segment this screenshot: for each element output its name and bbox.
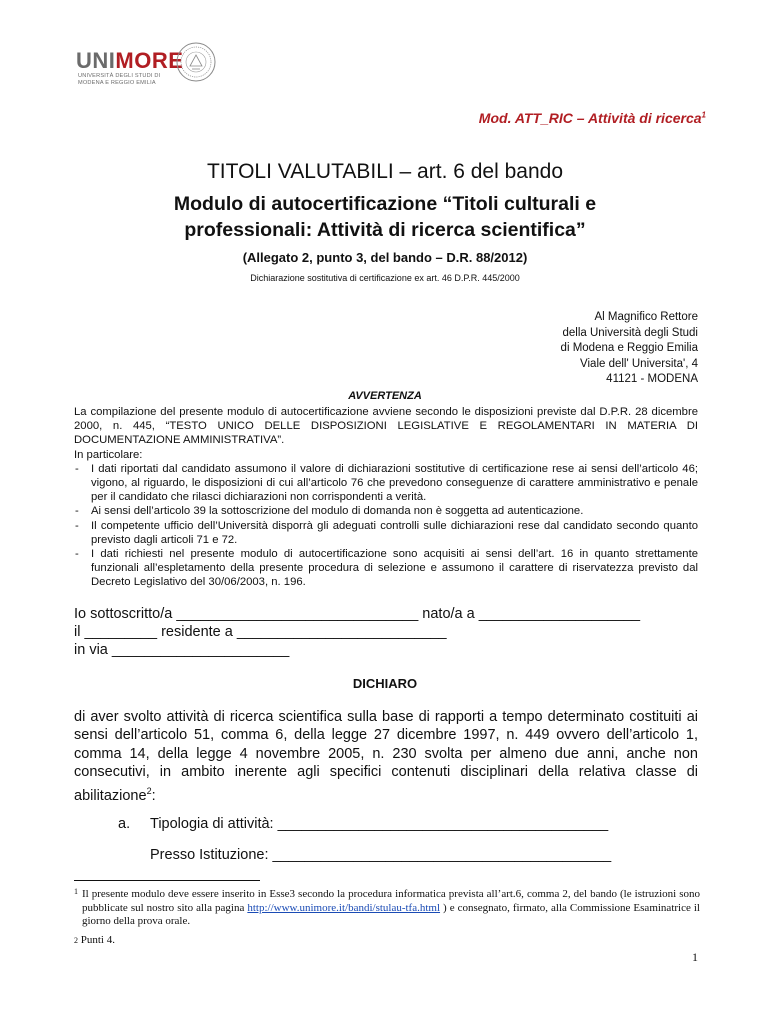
list-item: - Ai sensi dell’articolo 39 la sottoscrizione del modulo di domanda non è soggetta ad autenticazione.: [74, 504, 698, 518]
legal-reference: Dichiarazione sostitutiva di certificazione ex art. 46 D.P.R. 445/2000: [250, 273, 520, 283]
address-line[interactable]: in via ______________________: [74, 642, 290, 658]
warning-block: [74, 405, 698, 590]
logo-subtitle-1: UNIVERSITÀ DEGLI STUDI DI: [78, 73, 161, 79]
list-item: - I dati richiesti nel presente modulo di autocertificazione sono acquisiti ai sensi dell’art. 16 in quanto strettamente funzionali all’espletamento della presente procedura di selezione e assumono il carattere di riservatezza previsto dal Decreto Legislativo del 30/06/2003, n. 196.: [74, 547, 698, 590]
logo-subtitle-2: MODENA E REGGIO EMILIA: [78, 80, 156, 86]
warning-title: AVVERTENZA: [348, 390, 422, 402]
page-title: TITOLI VALUTABILI – art. 6 del bando: [206, 160, 563, 183]
declare-heading: DICHIARO: [352, 676, 418, 691]
form-title: Modulo di autocertificazione “Titoli culturali e professionali: Attività di ricerca scientifica”: [173, 193, 597, 241]
residence-line[interactable]: il _________ residente a __________________________: [74, 624, 447, 640]
footnote-2: $^2$ Punti 4.: [74, 934, 115, 946]
page-number: 1: [692, 950, 698, 964]
form-subtitle: (Allegato 2, punto 3, del bando – D.R. 88/2012): [242, 250, 528, 265]
module-reference: Mod. ATT_RIC – Attività di ricerca$^1$: [478, 110, 706, 126]
footnote-link[interactable]: http://www.unimore.it/bandi/stulau-tfa.html: [247, 901, 441, 914]
university-seal-icon: [176, 42, 216, 82]
unimore-logo: UNIMORE: [76, 48, 184, 73]
activity-type-field[interactable]: a. Tipologia di attività: _________________________________________: [118, 816, 609, 832]
footnote-divider: [74, 880, 260, 881]
list-item: - I dati riportati dal candidato assumono il valore di dichiarazioni sostitutive di certificazione rese ai sensi dell’articolo 46; vigono, al riguardo, le disposizioni di cui all’articolo 76 che prevedono conseguenze di carattere amministrativo e penale per il candidato che rilasci dichiarazioni non corrispondenti a verità.: [74, 462, 698, 505]
addressee-block: Al Magnifico Rettore della Università degli Studi di Modena e Reggio Emilia Viale dell' Universita', 4 41121 - MODENA: [560, 311, 698, 385]
warning-lead: In particolare:: [74, 448, 143, 461]
declaration-text: di aver svolto attività di ricerca scientifica sulla base di rapporti a tempo determinato costituiti ai sensi dell’articolo 51, comma 6, della legge 27 dicembre 1997, n. 449 ovvero dell’articolo 1, comma 14, della legge 4 novembre 2005, n. 230 svolta per almeno due anni, anche non consecutivi, in ambito inerente agli specifici contenuti disciplinari della relativa classe di abilitazione$^2$:: [74, 709, 698, 804]
institution-field[interactable]: Presso Istituzione: __________________________________________: [150, 847, 612, 863]
footnote-1: 1 Il presente modulo deve essere inserito in Esse3 secondo la procedura informatica prevista all’art.6, comma 2, del bando (le istruzioni sono pubblicate sul nostro sito alla pagina http://www.unimore.it/bandi/stulau-tfa.html ) e consegnato, firmato, alla Commissione Esaminatrice il giorno della prova orale.: [74, 887, 700, 928]
warning-intro: La compilazione del presente modulo di autocertificazione avviene secondo le disposizioni previste dal D.P.R. 28 dicembre 2000, n. 445, “TESTO UNICO DELLE DISPOSIZIONI LEGISLATIVE E REGOLAMENTARI IN MATERIA DI DOCUMENTAZIONE AMMINISTRATIVA”.: [74, 406, 698, 447]
signatory-name-line[interactable]: Io sottoscritto/a ______________________________ nato/a a ____________________: [74, 606, 641, 622]
warning-list: [74, 462, 698, 590]
list-item: - Il competente ufficio dell’Università disporrà gli adeguati controlli sulle dichiarazioni rese dal candidato secondo quanto previsto dagli articoli 71 e 72.: [74, 519, 698, 547]
